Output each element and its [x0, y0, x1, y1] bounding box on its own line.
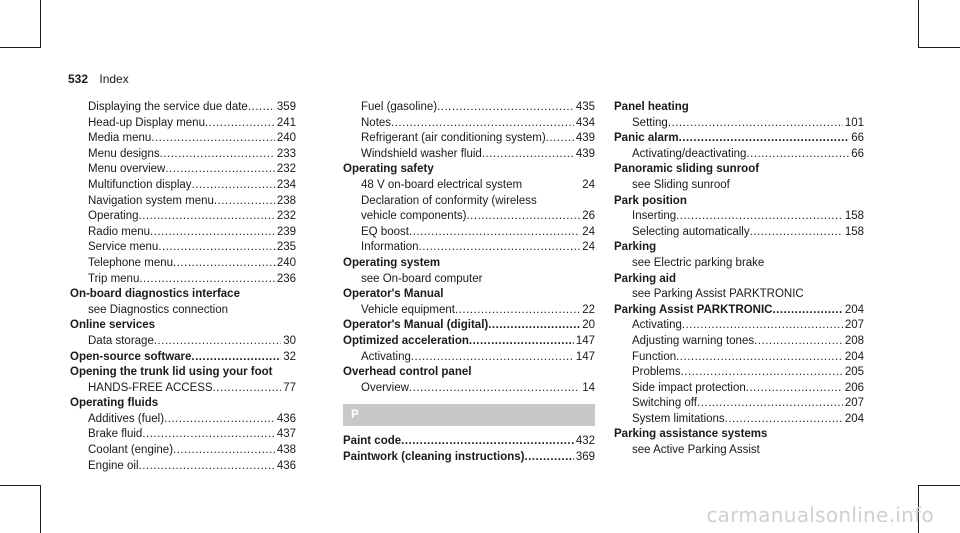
index-subentry[interactable]	[70, 334, 296, 350]
entry-text: see Active Parking Assist	[632, 444, 760, 457]
index-entry	[70, 287, 296, 303]
index-subentry[interactable]	[343, 350, 595, 366]
index-subentry[interactable]	[70, 147, 296, 163]
entry-text: 48 V on-board electrical system	[361, 178, 523, 191]
page-reference[interactable]: 437	[276, 428, 296, 441]
index-subentry[interactable]	[70, 381, 296, 397]
page-reference[interactable]: 205	[844, 366, 864, 379]
entry-text: see Sliding sunroof	[632, 178, 730, 191]
page-reference[interactable]: 241	[276, 116, 296, 129]
dot-leader	[725, 412, 843, 428]
dot-leader	[139, 272, 274, 288]
entry-text: Radio menu	[88, 225, 151, 238]
index-subentry[interactable]	[343, 147, 595, 163]
crop-mark	[918, 47, 960, 48]
index-subentry[interactable]	[70, 459, 296, 475]
page-reference[interactable]: 24	[582, 178, 595, 191]
entry-text: Selecting automatically	[632, 225, 750, 238]
entry-text: Telephone menu	[88, 256, 174, 269]
entry-text: EQ boost	[361, 225, 409, 238]
entry-text: Multifunction display	[88, 178, 192, 191]
index-entry	[343, 162, 595, 178]
index-subentry	[614, 178, 864, 194]
dot-leader	[455, 303, 580, 319]
index-column-2	[343, 100, 595, 465]
index-subentry[interactable]	[614, 350, 864, 366]
index-entry	[70, 365, 296, 381]
entry-text: Parking Assist PARKTRONIC	[614, 303, 773, 316]
page-reference[interactable]: 439	[575, 132, 595, 145]
index-subentry[interactable]	[343, 100, 595, 116]
entry-text: On-board diagnostics interface	[70, 288, 240, 301]
dot-leader	[191, 350, 281, 366]
dot-leader	[154, 334, 281, 350]
index-subentry[interactable]	[343, 116, 595, 132]
index-subentry[interactable]	[343, 178, 595, 194]
entry-text: Coolant (engine)	[88, 444, 174, 457]
page-reference[interactable]: 434	[575, 116, 595, 129]
page-reference[interactable]: 236	[276, 272, 296, 285]
entry-text: Navigation system menu	[88, 194, 214, 207]
index-subentry[interactable]	[70, 116, 296, 132]
dot-leader	[681, 365, 843, 381]
entry-text: Problems	[632, 366, 681, 379]
dot-leader	[697, 396, 843, 412]
entry-text: Open-source software	[70, 350, 192, 363]
index-subentry[interactable]	[343, 131, 595, 147]
entry-text: Head-up Display menu	[88, 116, 205, 129]
index-entry	[614, 194, 864, 210]
index-entry	[614, 272, 864, 288]
page-reference[interactable]: 238	[276, 194, 296, 207]
page-reference[interactable]: 20	[582, 319, 595, 332]
entry-text: Operating safety	[343, 163, 434, 176]
page-reference[interactable]: 239	[276, 225, 296, 238]
dot-leader	[391, 116, 574, 132]
index-entry	[614, 100, 864, 116]
index-subentry[interactable]	[70, 209, 296, 225]
entry-text: Vehicle equipment	[361, 303, 455, 316]
page-reference[interactable]: 207	[844, 397, 864, 410]
crop-mark	[40, 0, 41, 48]
dot-leader	[469, 334, 574, 350]
entry-text: see Electric parking brake	[632, 256, 765, 269]
page-reference[interactable]: 435	[575, 101, 595, 113]
entry-text: Parking aid	[614, 272, 676, 285]
index-subentry	[343, 272, 595, 288]
index-subentry[interactable]	[343, 303, 595, 319]
dot-leader	[409, 381, 580, 397]
index-subentry[interactable]	[614, 318, 864, 334]
entry-text: Panic alarm	[614, 132, 679, 145]
dot-leader	[482, 147, 574, 163]
entry-text: see Parking Assist PARKTRONIC	[632, 288, 804, 301]
index-subentry[interactable]	[343, 225, 595, 241]
entry-text: Optimized acceleration	[343, 334, 469, 347]
index-column-3	[614, 100, 864, 459]
index-subentry[interactable]	[343, 209, 595, 225]
entry-text: Paintwork (cleaning instructions)	[343, 450, 525, 463]
page-reference[interactable]: 66	[851, 132, 864, 145]
dot-leader	[401, 434, 574, 450]
crop-mark	[918, 0, 919, 48]
dot-leader	[437, 100, 574, 116]
entry-text: Operating	[88, 210, 139, 223]
index-subentry[interactable]	[70, 194, 296, 210]
entry-text: Opening the trunk lid using your foot	[70, 366, 273, 379]
index-subentry[interactable]	[614, 396, 864, 412]
entry-text: Operating fluids	[70, 397, 159, 410]
entry-text: Overview	[361, 381, 409, 394]
page-header	[68, 72, 129, 86]
index-entry[interactable]	[70, 350, 296, 366]
crop-mark	[40, 485, 41, 533]
index-subentry[interactable]	[70, 240, 296, 256]
page-reference[interactable]: 101	[844, 116, 864, 129]
dot-leader	[419, 240, 581, 256]
page-reference[interactable]: 233	[276, 147, 296, 160]
index-subentry[interactable]	[343, 381, 595, 397]
index-column-1	[70, 100, 296, 474]
entry-text: Media menu	[88, 132, 152, 145]
entry-text: vehicle components)	[361, 210, 467, 223]
entry-text: Overhead control panel	[343, 366, 472, 379]
index-subentry	[614, 287, 864, 303]
dot-leader	[409, 225, 580, 241]
page-reference[interactable]: 147	[575, 350, 595, 363]
index-subentry[interactable]	[614, 116, 864, 132]
entry-text: HANDS-FREE ACCESS	[88, 381, 213, 394]
entry-text: Trip menu	[88, 272, 140, 285]
page-reference[interactable]: 24	[582, 225, 595, 238]
dot-leader	[139, 209, 275, 225]
dot-leader	[173, 443, 275, 459]
index-subentry[interactable]	[70, 256, 296, 272]
index-subentry[interactable]	[70, 178, 296, 194]
dot-leader	[150, 225, 275, 241]
entry-text: Online services	[70, 319, 156, 332]
entry-text: Menu designs	[88, 147, 160, 160]
page-reference[interactable]: 30	[283, 334, 296, 347]
crop-mark	[0, 47, 40, 48]
entry-text: Refrigerant (air conditioning system)	[361, 132, 546, 145]
page-reference[interactable]: 204	[844, 303, 864, 316]
index-entry[interactable]	[343, 450, 595, 466]
dot-leader	[750, 225, 843, 241]
dot-leader	[524, 450, 573, 466]
index-entry[interactable]	[343, 334, 595, 350]
dot-leader	[746, 381, 843, 397]
dot-leader	[754, 334, 843, 350]
index-subentry	[614, 443, 864, 459]
index-subentry[interactable]	[70, 131, 296, 147]
index-subentry[interactable]	[614, 381, 864, 397]
page-reference[interactable]: 26	[582, 210, 595, 223]
index-entry[interactable]	[614, 303, 864, 319]
index-subentry[interactable]	[614, 147, 864, 163]
dot-leader	[248, 100, 275, 116]
dot-leader	[160, 147, 275, 163]
page-reference[interactable]: 439	[575, 147, 595, 160]
index-entry	[614, 240, 864, 256]
index-entry	[343, 256, 595, 272]
dot-leader	[214, 194, 275, 210]
entry-text: Declaration of conformity (wireless	[361, 194, 537, 207]
page-reference[interactable]: 207	[844, 319, 864, 332]
index-letter-header: P	[343, 404, 595, 426]
dot-leader	[676, 209, 843, 225]
entry-text: Paint code	[343, 435, 402, 448]
index-subentry[interactable]	[70, 412, 296, 428]
crop-mark	[918, 485, 960, 486]
page-reference[interactable]: 232	[276, 163, 296, 176]
page-number: 532	[68, 72, 89, 86]
dot-leader	[164, 412, 275, 428]
index-entry	[614, 162, 864, 178]
dot-leader	[746, 147, 849, 163]
dot-leader	[205, 116, 275, 132]
page-reference[interactable]: 206	[844, 381, 864, 394]
page-reference[interactable]: 22	[582, 303, 595, 316]
index-subentry[interactable]	[70, 225, 296, 241]
entry-text: Parking	[614, 241, 657, 254]
entry-text: Notes	[361, 116, 392, 129]
index-subentry[interactable]	[70, 100, 296, 116]
entry-text: Function	[632, 350, 677, 363]
index-entry	[70, 396, 296, 412]
entry-text: Information	[361, 241, 419, 254]
entry-text: Operator's Manual (digital)	[343, 319, 489, 332]
page-reference[interactable]: 204	[844, 350, 864, 363]
entry-text: Adjusting warning tones	[632, 334, 755, 347]
entry-text: Panel heating	[614, 101, 689, 113]
dot-leader	[158, 240, 275, 256]
page-reference[interactable]: 77	[283, 381, 296, 394]
entry-text: Displaying the service due date	[88, 101, 248, 113]
index-entry	[343, 287, 595, 303]
dot-leader	[142, 427, 274, 443]
page-reference[interactable]: 24	[582, 241, 595, 254]
dot-leader	[466, 209, 580, 225]
entry-text: Operating system	[343, 256, 441, 269]
entry-text: Parking assistance systems	[614, 428, 768, 441]
entry-text: System limitations	[632, 412, 725, 425]
page-reference[interactable]: 66	[851, 147, 864, 160]
dot-leader	[192, 178, 275, 194]
index-entry[interactable]	[343, 318, 595, 334]
entry-text: Engine oil	[88, 459, 139, 472]
entry-text: Side impact protection	[632, 381, 746, 394]
entry-text: Activating/deactivating	[632, 147, 747, 160]
entry-text: Panoramic sliding sunroof	[614, 163, 760, 176]
entry-text: see On-board computer	[361, 272, 483, 285]
index-subentry[interactable]	[614, 365, 864, 381]
dot-leader	[213, 381, 282, 397]
index-entry	[343, 365, 595, 381]
entry-text: Inserting	[632, 210, 677, 223]
entry-text: Switching off	[632, 397, 697, 410]
section-title: Index	[99, 72, 129, 86]
page-reference[interactable]: 240	[276, 132, 296, 145]
dot-leader	[151, 131, 275, 147]
index-subentry[interactable]	[70, 272, 296, 288]
index-entry[interactable]	[343, 434, 595, 450]
index-subentry	[70, 303, 296, 319]
watermark: carmanualsonline.info	[706, 503, 934, 527]
dot-leader	[411, 350, 574, 366]
entry-text: Windshield washer fluid	[361, 147, 482, 160]
crop-mark	[0, 485, 40, 486]
entry-text: Data storage	[88, 334, 154, 347]
dot-leader	[682, 318, 843, 334]
entry-text: Menu overview	[88, 163, 166, 176]
entry-text: Park position	[614, 194, 687, 207]
entry-text: Additives (fuel)	[88, 412, 165, 425]
index-subentry[interactable]	[343, 240, 595, 256]
page-reference[interactable]: 436	[276, 459, 296, 472]
entry-text: Setting	[632, 116, 668, 129]
index-subentry[interactable]	[70, 443, 296, 459]
index-entry	[614, 427, 864, 443]
index-subentry	[614, 256, 864, 272]
dot-leader	[165, 162, 274, 178]
dot-leader	[139, 459, 275, 475]
page-reference[interactable]: 438	[276, 444, 296, 457]
index-subentry[interactable]	[614, 412, 864, 428]
entry-text: see Diagnostics connection	[88, 303, 228, 316]
page-reference[interactable]: 32	[283, 350, 296, 363]
index-subentry[interactable]	[70, 162, 296, 178]
page-reference[interactable]: 232	[276, 210, 296, 223]
page-reference[interactable]: 204	[844, 412, 864, 425]
entry-text: Activating	[361, 350, 411, 363]
page-reference[interactable]: 432	[575, 435, 595, 448]
entry-text: Activating	[632, 319, 682, 332]
index-subentry[interactable]	[614, 209, 864, 225]
page-reference[interactable]: 235	[276, 241, 296, 254]
page-reference[interactable]: 234	[276, 178, 296, 191]
page-reference[interactable]: 436	[276, 412, 296, 425]
entry-text: Service menu	[88, 241, 159, 254]
index-subentry[interactable]	[70, 427, 296, 443]
dot-leader	[772, 303, 842, 319]
index-entry	[70, 318, 296, 334]
dot-leader	[668, 116, 843, 132]
page-reference[interactable]: 147	[575, 334, 595, 347]
index-subentry[interactable]	[614, 225, 864, 241]
entry-text: Fuel (gasoline)	[361, 101, 438, 113]
entry-text: Brake fluid	[88, 428, 143, 441]
page-reference[interactable]: 158	[844, 210, 864, 223]
index-subentry[interactable]	[614, 334, 864, 350]
dot-leader	[546, 131, 574, 147]
dot-leader	[173, 256, 275, 272]
dot-leader	[676, 350, 843, 366]
page-reference[interactable]: 240	[276, 256, 296, 269]
entry-text: Operator's Manual	[343, 288, 444, 301]
page-reference[interactable]: 158	[844, 225, 864, 238]
dot-leader	[488, 318, 580, 334]
page-reference[interactable]: 208	[844, 334, 864, 347]
page-reference[interactable]: 14	[582, 381, 595, 394]
index-entry[interactable]	[614, 131, 864, 147]
index-subentry	[343, 194, 595, 210]
page-reference[interactable]: 359	[276, 101, 296, 113]
page-reference[interactable]: 369	[575, 450, 595, 463]
dot-leader	[679, 131, 850, 147]
